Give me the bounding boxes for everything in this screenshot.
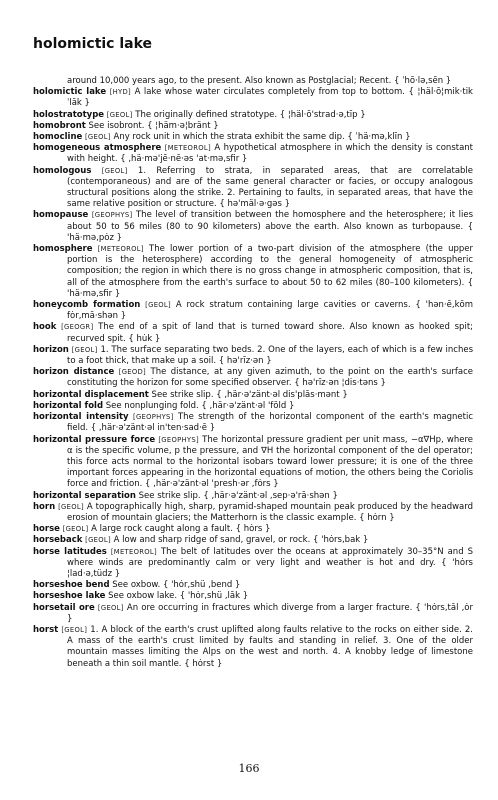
entry-headword: horseshoe bend <box>33 580 110 591</box>
entry-headword: homologous <box>33 165 92 176</box>
entry-field-label: [GEOPHYS] <box>133 413 174 422</box>
dictionary-entry <box>33 143 473 165</box>
entry-definition: A hypothetical atmosphere in which the density is constant with height. { ,hä·mə'jē·nē·əs 'at·mə,sfir } <box>67 143 474 165</box>
entry-field-label: [GEOL] <box>62 525 89 534</box>
entry-headword: horizontal pressure force <box>33 434 156 445</box>
entry-definition: The lower portion of a two-part division of the atmosphere (the upper portion is the heterosphere) according to the general homogeneity of atmospheric composition; the region in which there is no gross change in atmospheric composition, that is, all of the atmosphere from the earth's surface to about 50 to 62 miles (80–100 kilometers). { 'hä·mə,sfir } <box>67 244 474 299</box>
entry-headword: horizontal fold <box>33 400 104 411</box>
entry-field-label: [GEOL] <box>84 133 111 142</box>
entry-definition: See strike slip. { ,här·ə'zänt·əl ,sep·ə'rā·shən } <box>138 490 338 501</box>
entry-definition: A low and sharp ridge of sand, gravel, or rock. { 'hȯrs,bak } <box>113 535 369 546</box>
entry-headword: horn <box>33 501 56 512</box>
dictionary-entry <box>33 322 473 344</box>
entry-headword: horseback <box>33 535 83 546</box>
dictionary-entry <box>33 87 473 109</box>
entry-headword: horizontal intensity <box>33 412 129 423</box>
entry-headword: holomictic lake <box>33 87 107 98</box>
entry-headword: homopause <box>33 210 89 221</box>
entry-headword: homogeneous atmosphere <box>33 143 162 154</box>
dictionary-entry <box>33 121 473 132</box>
entry-definition: Any rock unit in which the strata exhibit the same dip. { ˈhä·mə,klīn } <box>113 132 411 143</box>
entry-headword: horse <box>33 524 60 535</box>
dictionary-entry <box>33 110 473 121</box>
entry-field-label: [METEOROL] <box>110 547 157 556</box>
entry-headword: horst <box>33 624 59 635</box>
entry-field-label: [HYD] <box>109 88 131 97</box>
entry-definition: A topographically high, sharp, pyramid-shaped mountain peak produced by the headward erosion of mountain glaciers; the Matterhorn is the classic example. { hȯrn } <box>67 501 474 523</box>
entry-headword: horizontal displacement <box>33 389 149 400</box>
dictionary-entry <box>33 210 473 244</box>
dictionary-entry <box>33 491 473 502</box>
entry-headword: holostratotype <box>33 109 105 120</box>
entry-definition: A large rock caught along a fault. { hȯrs } <box>91 524 271 535</box>
entry-headword: horizon distance <box>33 367 115 378</box>
entry-definition: See oxbow. { 'hȯr,shü ,bend } <box>112 580 241 591</box>
entry-field-label: [GEOL] <box>58 502 84 511</box>
dictionary-entry <box>33 580 473 591</box>
entry-headword: honeycomb formation <box>33 300 141 311</box>
entry-headword: homosphere <box>33 244 93 255</box>
entry-definition: See strike slip. { ,här·ə'zänt·əl dis'plās·mənt } <box>151 389 348 400</box>
dictionary-entry <box>33 345 473 367</box>
dictionary-entries <box>33 76 473 670</box>
entry-field-label: [GEOL] <box>106 110 133 119</box>
entry-field-label: [GEOL] <box>101 166 128 175</box>
entry-field-label: [GEOPHYS] <box>91 211 133 220</box>
entry-definition: A rock stratum containing large cavities or caverns. { 'hən·ē,kōm fȯr,mā·shən } <box>67 300 473 322</box>
entry-field-label: [GEOGR] <box>61 323 94 332</box>
entry-field-label: [METEOROL] <box>97 245 144 254</box>
dictionary-entry <box>33 367 473 389</box>
dictionary-entry <box>33 547 473 581</box>
dictionary-entry <box>33 390 473 401</box>
entry-definition: See isobront. { ¦häm·ə¦bränt } <box>88 120 219 131</box>
dictionary-entry <box>33 132 473 143</box>
dictionary-entry <box>33 435 473 491</box>
page-title: holomictic lake <box>33 36 153 52</box>
entry-definition: The originally defined stratotype. { ¦häl·ō'strad·ə,tīp } <box>135 109 366 120</box>
dictionary-entry <box>33 524 473 535</box>
entry-headword: horse latitudes <box>33 546 107 557</box>
entry-definition: The horizontal pressure gradient per unit mass, −α∇Hp, where α is the specific volume, p the pressure, and ∇H the horizontal component of the del operator; this force acts normal to the horizontal isobars toward lower pressure; it is one of the three important forces appearing in the horizontal equations of motion, the others being the Coriolis force and friction. { ,här·ə'zänt·əl 'presh·ər ,fȯrs } <box>67 434 474 490</box>
dictionary-entry <box>33 603 473 625</box>
dictionary-entry <box>33 244 473 300</box>
entry-field-label: [GEOL] <box>61 625 88 634</box>
entry-definition: The end of a spit of land that is turned toward shore. Also known as hooked spit; recurved spit. { hu̇k } <box>67 322 474 344</box>
dictionary-entry <box>33 535 473 546</box>
entry-definition: An ore occurring in fractures which diverge from a larger fracture. { 'hȯrs,tāl ,ȯr } <box>67 602 474 624</box>
entry-definition: The level of transition between the homosphere and the heterosphere; it lies about 50 to 56 miles (80 to 90 kilometers) above the earth. Also known as turbopause. { 'hä·mə,pȯz } <box>67 210 473 243</box>
entry-continuation: around 10,000 years ago, to the present. Also known as Postglacial; Recent. { ˈhō·lə,sēn } <box>67 76 452 86</box>
entry-definition: 1. Referring to strata, in separated areas, that are correlatable (contemporaneous) and are of the same general character or facies, or occupy analogous structural positions along the strike. 2. Pertaining to faults, in separated areas, that have the same relative position or structure. { hə'mäl·ə·gəs } <box>67 165 474 210</box>
entry-definition: 1. The surface separating two beds. 2. One of the layers, each of which is a few inches to a foot thick, that make up a soil. { hə'rīz·ən } <box>67 344 474 367</box>
dictionary-entry <box>33 591 473 602</box>
dictionary-entry <box>33 401 473 412</box>
dictionary-entry <box>33 300 473 322</box>
entry-definition: 1. A block of the earth's crust uplifted along faults relative to the rocks on either side. 2. A mass of the earth's crust limited by faults and standing in relief. 3. One of the older mountain masses limiting the Alps on the west and north. 4. A knobby ledge of limestone beneath a thin soil mantle. { hȯrst } <box>67 624 474 669</box>
entry-definition: The strength of the horizontal component of the earth's magnetic field. { ,här·ə'zänt·əl in'ten·sad·ē } <box>67 412 474 434</box>
entry-list <box>33 87 473 670</box>
entry-headword: horizontal separation <box>33 490 136 501</box>
entry-headword: horseshoe lake <box>33 591 106 602</box>
entry-field-label: [METEOROL] <box>164 144 211 153</box>
entry-definition: The belt of latitudes over the oceans at approximately 30–35°N and S where winds are predominantly calm or very light and weather is hot and dry. { 'hȯrs ¦lad·ə,tüdz } <box>67 546 473 579</box>
entry-field-label: [GEOPHYS] <box>158 435 199 444</box>
entry-headword: horizon <box>33 344 69 355</box>
entry-headword: horsetail ore <box>33 602 95 613</box>
entry-field-label: [GEOD] <box>118 368 147 377</box>
entry-headword: homocline <box>33 132 83 143</box>
entry-headword: homobront <box>33 120 86 131</box>
entry-field-label: [GEOL] <box>97 603 124 612</box>
dictionary-entry <box>33 412 473 434</box>
entry-field-label: [GEOL] <box>71 345 98 354</box>
entry-field-label: [GEOL] <box>85 536 111 545</box>
entry-definition: The distance, at any given azimuth, to the point on the earth's surface constituting the horizon for some specified observer. { hə'rīz·ən ¦dis·təns } <box>67 367 473 389</box>
entry-field-label: [GEOL] <box>145 301 171 310</box>
entry-headword: hook <box>33 322 57 333</box>
entry-definition: A lake whose water circulates completely from top to bottom. { ¦häl·ō¦mik·tik ˈlāk } <box>67 87 473 109</box>
dictionary-entry <box>33 166 473 211</box>
page-number: 166 <box>238 762 260 775</box>
entry-definition: See nonplunging fold. { ,här·ə'zänt·əl 'fōld } <box>105 400 295 411</box>
dictionary-entry <box>33 625 473 670</box>
dictionary-entry <box>33 502 473 524</box>
entry-definition: See oxbow lake. { 'hȯr,shü ,lāk } <box>108 591 249 602</box>
